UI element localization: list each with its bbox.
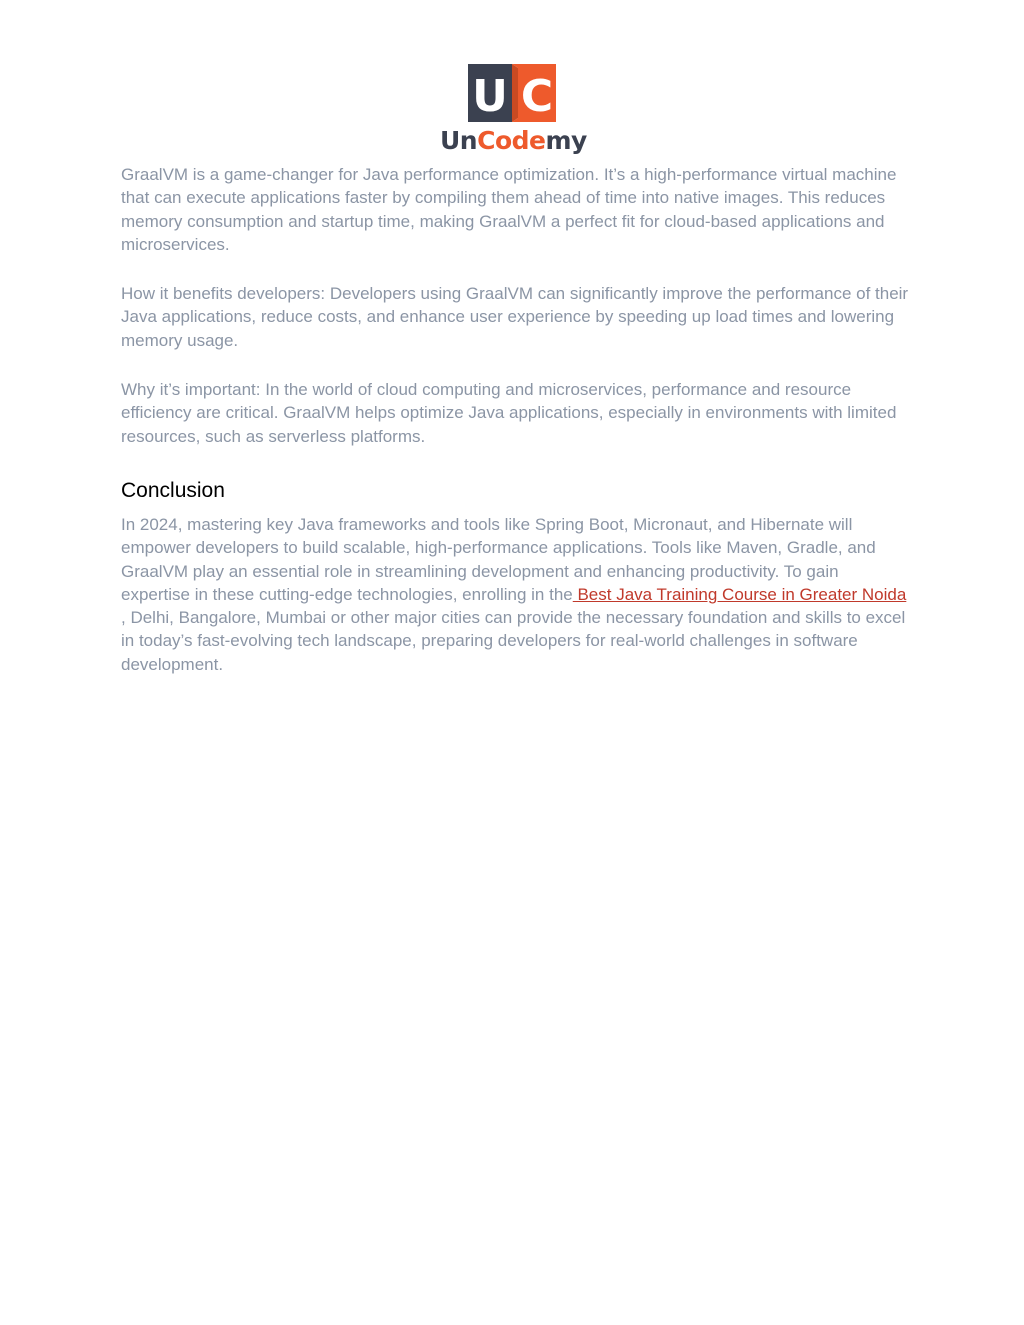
logo-mark-u: U xyxy=(472,71,508,122)
paragraph-developer-benefits: How it benefits developers: Developers using GraalVM can significantly improve the performance of their Java applications, reduce costs, and enhance user experience by speeding up load times and lowering memory usage. xyxy=(121,284,909,350)
uncodemy-logo xyxy=(440,62,587,158)
uncodemy-logo-mark xyxy=(468,64,556,122)
uncodemy-wordmark xyxy=(440,124,587,158)
conclusion-text-after-link: , Delhi, Bangalore, Mumbai or other major cities can provide the necessary foundation and skills to excel in today’s fast-evolving tech landscape, preparing developers for real-world challenges in software development. xyxy=(121,608,906,674)
wordmark-my: my xyxy=(545,126,587,155)
wordmark-code: Code xyxy=(477,126,546,155)
paragraph-importance: Why it’s important: In the world of cloud computing and microservices, performance and resource efficiency are critical. GraalVM helps optimize Java applications, especially in environments with limited resources, such as serverless platforms. xyxy=(121,380,897,446)
paragraph-graalvm-intro: GraalVM is a game-changer for Java performance optimization. It’s a high-performance virtual machine that can execute applications faster by compiling them ahead of time into native images. This reduces memory consumption and startup time, making GraalVM a perfect fit for cloud-based applications and microservices. xyxy=(121,165,897,254)
conclusion-text-before-link: In 2024, mastering key Java frameworks and tools like Spring Boot, Micronaut, and Hibernate will empower developers to build scalable, high-performance applications. Tools like Maven, Gradle, and GraalVM play an essential role in streamlining development and enhancing productivity. To gain expertise in these cutting-edge technologies, enrolling in the xyxy=(121,514,876,604)
logo-mark-c: C xyxy=(520,71,554,122)
document-body xyxy=(121,163,911,676)
wordmark-un: Un xyxy=(440,126,478,155)
java-course-link[interactable]: Best Java Training Course in Greater Noida xyxy=(572,584,907,604)
paragraph-conclusion xyxy=(121,513,911,676)
conclusion-heading: Conclusion xyxy=(121,478,225,502)
